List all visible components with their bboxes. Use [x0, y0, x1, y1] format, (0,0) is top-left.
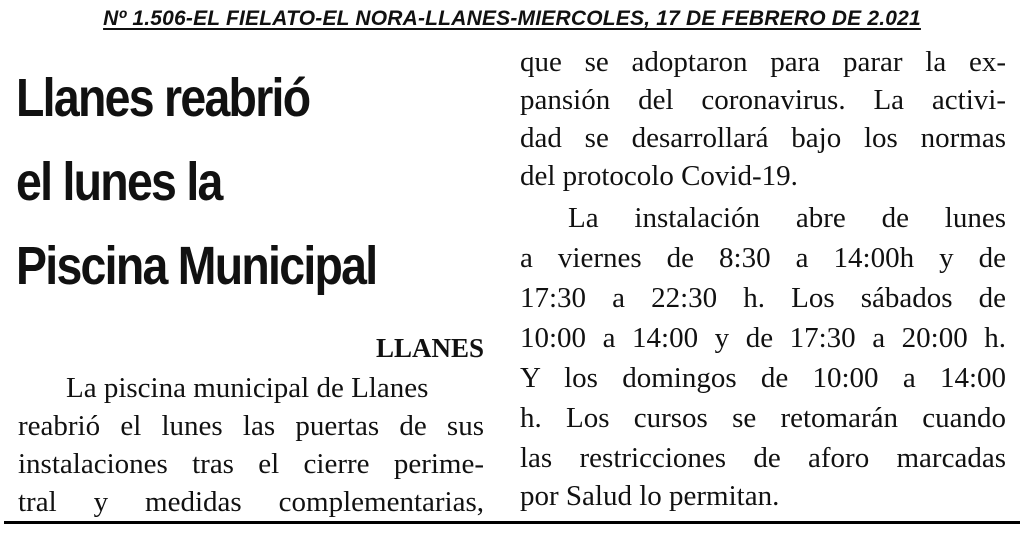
right-column-line: que se adoptaron para parar la ex- [520, 46, 1006, 78]
right-column-line: dad se desarrollará bajo los normas [520, 122, 1006, 154]
headline-line-2: el lunes la [16, 152, 222, 212]
right-column-line: por Salud lo permitan. [520, 480, 780, 512]
right-column-line: 10:00 a 14:00 y de 17:30 a 20:00 h. [520, 322, 1006, 354]
right-column-line: las restricciones de aforo marcadas [520, 442, 1006, 474]
left-column-line: instalaciones tras el cierre perime- [18, 448, 484, 480]
right-column-line: h. Los cursos se retomarán cuando [520, 402, 1006, 434]
right-column-line: del protocolo Covid-19. [520, 160, 798, 192]
right-column-line: pansión del coronavirus. La activi- [520, 84, 1006, 116]
right-column-line: Y los domingos de 10:00 a 14:00 [520, 362, 1006, 394]
left-column-line: La piscina municipal de Llanes [66, 372, 429, 404]
right-column-line: 17:30 a 22:30 h. Los sábados de [520, 282, 1006, 314]
headline-line-3: Piscina Municipal [16, 236, 377, 296]
left-column-line: tral y medidas complementarias, [18, 486, 484, 518]
left-column-line: reabrió el lunes las puertas de sus [18, 410, 484, 442]
bottom-rule [4, 521, 1020, 524]
headline [16, 56, 496, 308]
right-column-line: La instalación abre de lunes [568, 202, 1006, 234]
right-column-line: a viernes de 8:30 a 14:00h y de [520, 242, 1006, 274]
masthead-line: Nº 1.506-EL FIELATO-EL NORA-LLANES-MIERCOLES, 17 DE FEBRERO DE 2.021 [103, 7, 921, 30]
dateline: LLANES [375, 333, 484, 363]
headline-line-1: Llanes reabrió [16, 68, 310, 128]
